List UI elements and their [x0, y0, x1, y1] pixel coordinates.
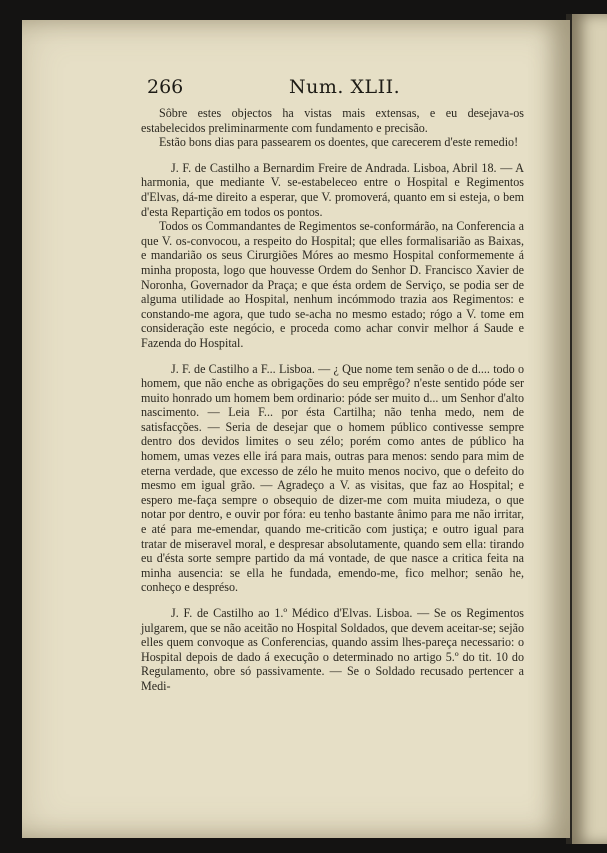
page-header [147, 76, 527, 100]
page-number: 266 [147, 76, 184, 98]
facing-page-edge [572, 14, 607, 844]
paragraph: Todos os Commandantes de Regimentos se-conformárão, na Conferencia a que V. os-convocou, a respeito do Hospital; que elles formalisarião as Baixas, e mandarião os seus Cirurgiões Móres ao mesmo Hospital conformemente á minha proposta, logo que houvesse Ordem do Senhor D. Francisco Xavier de Noronha, Governador da Praça; e que ésta ordem de Serviço, se podia ser de alguma utilidade ao Hospital, nenhum incómmodo trazia aos Regimentos: e constando-me agora, que tudo se-acha no mesmo estado; rógo a V. tome em consideração este negócio, e proceda como achar convir melhor á Saude e Fazenda do Hospital. [141, 219, 524, 350]
body-text [141, 106, 524, 694]
running-head: Num. XLII. [289, 76, 401, 98]
letter-paragraph: J. F. de Castilho a Bernardim Freire de Andrada. Lisboa, Abril 18. — A harmonia, que mediante V. se-estabeleceo entre o Hospital e Regimentos d'Elvas, dá-me direito a esperar, que V. promoverá, quanto em si esteja, o bem d'esta Repartição em todos os pontos. [141, 160, 524, 219]
letter-paragraph: J. F. de Castilho a F... Lisboa. — ¿ Que nome tem senão o de d.... todo o homem, que não enche as obrigações do seu emprêgo? n'este sentido póde ser muito honrado um homem bem ordinario: póde ser muito d... um Senhor d'alto nascimento. — Leia F... por ésta Cartilha; não tenha medo, nem de satisfacções. — Seria de desejar que o homem público contivesse sempre dentro dos devidos limites o seu zélo; porém como antes de público ha homem, umas vezes elle irá para mais, outras para menos: sendo para mim de eterna verdade, que excesso de zélo he muito menos nocivo, que o defeito do mesmo em igual grão. — Agradeço a V. as visitas, que faz ao Hospital; e espero me-faça sempre o obsequio de dizer-me com muita miudeza, o que notar por dentro, e ouvir por fóra: eu tenho bastante ânimo para me não irritar, e até para me-emendar, quando me-criticão com justiça; e outro igual para tratar de miseravel moral, e despresar absolutamente, quando sem ella: tirando eu d'ésta sorte sempre partido da má vontade, de que nasce a critica feita na minha ausencia: se ella he fundada, emendo-me, fico melhor; senão he, conheço e despréso. [141, 361, 524, 595]
paragraph: Estão bons dias para passearem os doentes, que carecerem d'este remedio! [159, 135, 519, 150]
letter-paragraph: J. F. de Castilho ao 1.º Médico d'Elvas. Lisboa. — Se os Regimentos julgarem, que se não aceitão no Hospital Soldados, que devem aceitar-se; sejão elles quem convoque as Conferencias, quando assim lhes-pareça necessario: o Hospital depois de dado á execução o determinado no artigo 5.º do tit. 10 do Regulamento, obre só passivamente. — Se o Soldado recusado pertencer a Medi- [141, 606, 524, 693]
paragraph: Sôbre estes objectos ha vistas mais extensas, e eu desejava-os estabelecidos preliminarmente com fundamento e precisão. [141, 106, 524, 135]
